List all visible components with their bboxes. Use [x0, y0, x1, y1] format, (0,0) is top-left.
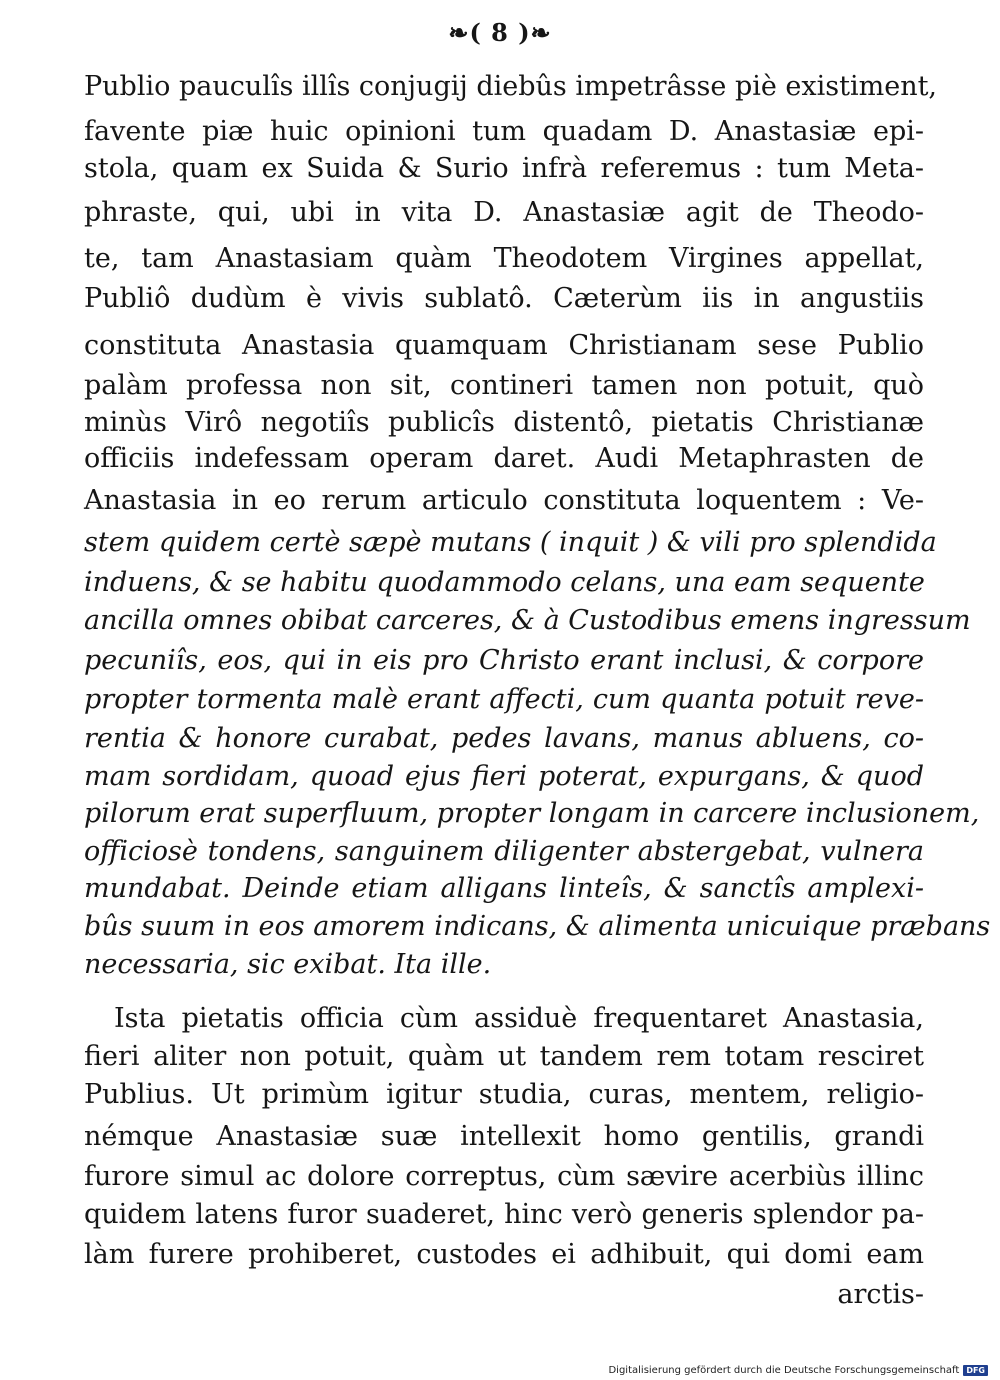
page-number-header: ❧( 8 )❧	[448, 18, 552, 47]
text-line: pecuniîs, eos, qui in eis pro Christo erant inclusi, & corpore	[84, 645, 924, 676]
text-line: minùs Virô negotiîs publicîs distentô, pietatis Christianæ	[84, 407, 924, 438]
text-line: propter tormenta malè erant affecti, cum quanta potuit reve-	[84, 684, 924, 715]
text-line: Publius. Ut primùm igitur studia, curas, mentem, religio-	[84, 1079, 924, 1110]
text-line: officiis indefessam operam daret. Audi Metaphrasten de	[84, 443, 924, 474]
text-line: Ista pietatis officia cùm assiduè frequentaret Anastasia,	[114, 1003, 924, 1034]
text-line: constituta Anastasia quamquam Christianam sese Publio	[84, 330, 924, 361]
text-line: favente piæ huic opinioni tum quadam D. Anastasiæ epi-	[84, 116, 924, 147]
text-line: Publio pauculîs illîs conjugij diebûs impetrâsse piè existiment,	[84, 71, 938, 102]
text-line: stem quidem certè sæpè mutans ( inquit ) & vili pro splendida	[84, 527, 937, 558]
text-line: fieri aliter non potuit, quàm ut tandem rem totam resciret	[84, 1041, 924, 1072]
text-line: Publiô dudùm è vivis sublatô. Cæterùm iis in angustiis	[84, 283, 924, 314]
text-line: Anastasia in eo rerum articulo constituta loquentem : Ve-	[84, 485, 924, 516]
text-line: palàm professa non sit, contineri tamen non potuit, quò	[84, 370, 924, 401]
text-line: induens, & se habitu quodammodo celans, una eam sequente	[84, 567, 925, 598]
text-line: némque Anastasiæ suæ intellexit homo gentilis, grandi	[84, 1121, 924, 1152]
text-line: bûs suum in eos amorem indicans, & alimenta unicuique præbans	[84, 911, 991, 942]
text-line: rentia & honore curabat, pedes lavans, manus abluens, co-	[84, 723, 924, 754]
text-line: quidem latens furor suaderet, hinc verò generis splendor pa-	[84, 1199, 924, 1230]
text-line: necessaria, sic exibat. Ita ille.	[84, 949, 492, 980]
text-line: stola, quam ex Suida & Surio infrà referemus : tum Meta-	[84, 153, 924, 184]
text-line: làm furere prohiberet, custodes ei adhibuit, qui domi eam	[84, 1239, 924, 1270]
text-line: officiosè tondens, sanguinem diligenter abstergebat, vulnera	[84, 836, 924, 867]
text-line: ancilla omnes obibat carceres, & à Custodibus emens ingressum	[84, 605, 971, 636]
text-line: te, tam Anastasiam quàm Theodotem Virgines appellat,	[84, 243, 924, 274]
digitization-credit	[608, 1365, 988, 1376]
credit-text: Digitalisierung gefördert durch die Deutsche Forschungsgemeinschaft	[608, 1365, 960, 1376]
text-line: phraste, qui, ubi in vita D. Anastasiæ agit de Theodo-	[84, 197, 924, 228]
text-line: pilorum erat superfluum, propter longam in carcere inclusionem,	[84, 798, 980, 829]
text-line: mam sordidam, quoad ejus fieri poterat, expurgans, & quod	[84, 761, 924, 792]
text-line: mundabat. Deinde etiam alligans linteîs, & sanctîs amplexi-	[84, 873, 924, 904]
dfg-logo: DFG	[963, 1365, 988, 1376]
catchword: arctis-	[837, 1279, 924, 1310]
text-line: furore simul ac dolore correptus, cùm sævire acerbiùs illinc	[84, 1161, 924, 1192]
